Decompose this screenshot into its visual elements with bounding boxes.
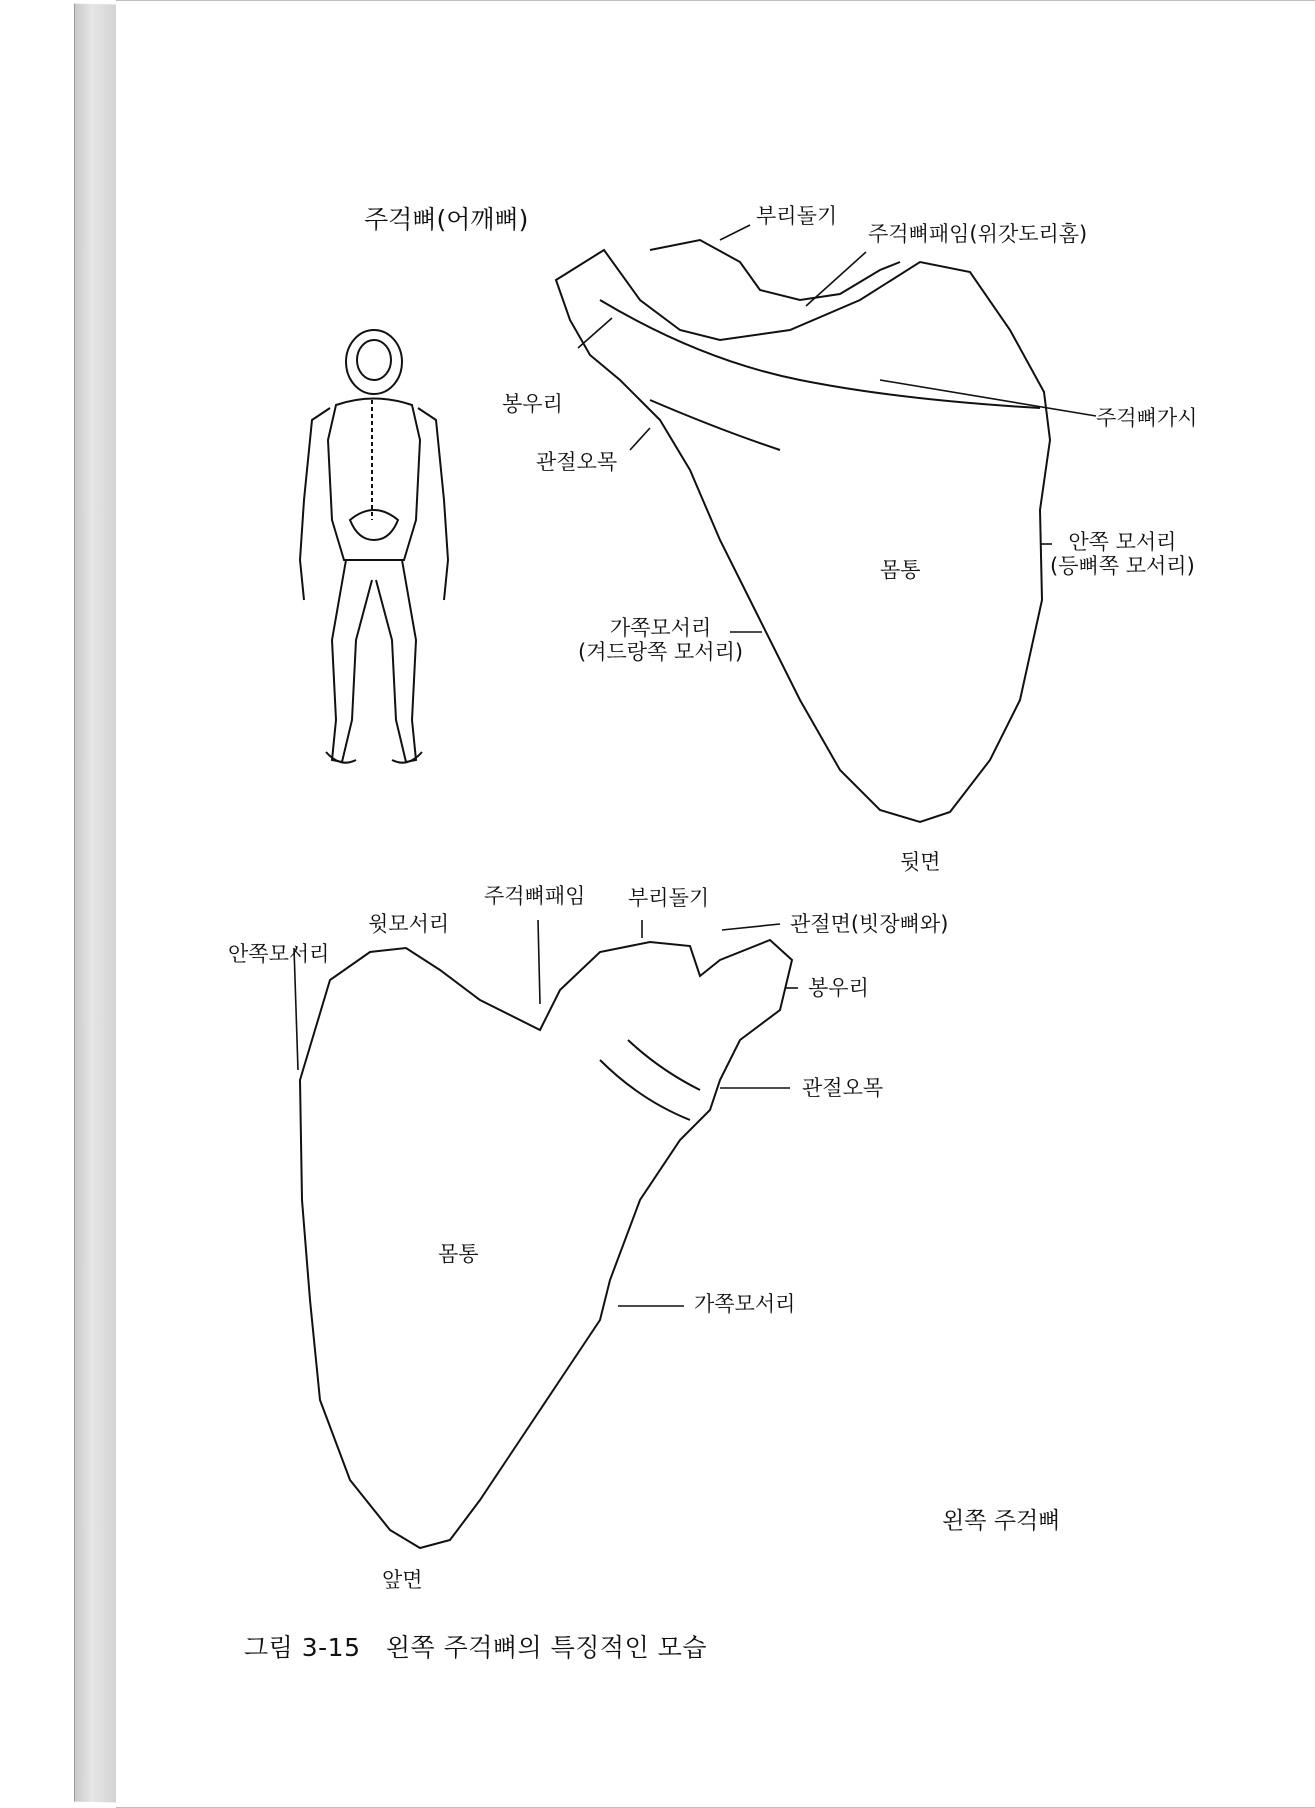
- side-label: 왼쪽 주걱뼈: [942, 1508, 1061, 1534]
- posterior-leader-lines: [578, 225, 1096, 632]
- anterior-leader-lines: [294, 920, 798, 1306]
- label-scapular-notch-posterior: 주걱뼈패임(위갓도리홈): [868, 222, 1088, 246]
- label-lateral-border-anterior: 가쪽모서리: [694, 1292, 796, 1316]
- label-superior-angle-anterior: 윗모서리: [368, 912, 450, 936]
- skeleton-figure: [300, 330, 448, 763]
- label-coracoid-anterior: 부리돌기: [628, 886, 710, 910]
- label-glenoid-posterior: 관절오목: [536, 450, 618, 474]
- label-acromion-posterior: 봉우리: [502, 392, 563, 416]
- view-label-posterior: 뒷면: [900, 850, 941, 874]
- view-label-anterior: 앞면: [382, 1568, 423, 1592]
- label-spine-posterior: 주걱뼈가시: [1096, 406, 1198, 430]
- label-medial-border-anterior: 안쪽모서리: [228, 942, 330, 966]
- figure-title: 주걱뼈(어깨뼈): [364, 205, 529, 234]
- label-notch-anterior: 주걱뼈패임: [484, 884, 586, 908]
- posterior-scapula: [556, 240, 1050, 822]
- label-glenoid-anterior: 관절오목: [802, 1076, 884, 1100]
- label-body-anterior: 몸통: [438, 1242, 479, 1266]
- figure-caption: 그림 3-15 왼쪽 주걱뼈의 특징적인 모습: [244, 1633, 707, 1662]
- anterior-scapula: [300, 940, 792, 1548]
- label-body-posterior: 몸통: [880, 558, 921, 582]
- label-clavicular-facet-anterior: 관절면(빗장뼈와): [790, 912, 949, 936]
- label-acromion-anterior: 봉우리: [808, 976, 869, 1000]
- label-lateral-border-posterior: 가쪽모서리 (겨드랑쪽 모서리): [578, 616, 744, 665]
- label-coracoid-posterior: 부리돌기: [756, 204, 838, 228]
- label-medial-border-posterior: 안쪽 모서리 (등뼈쪽 모서리): [1050, 530, 1195, 579]
